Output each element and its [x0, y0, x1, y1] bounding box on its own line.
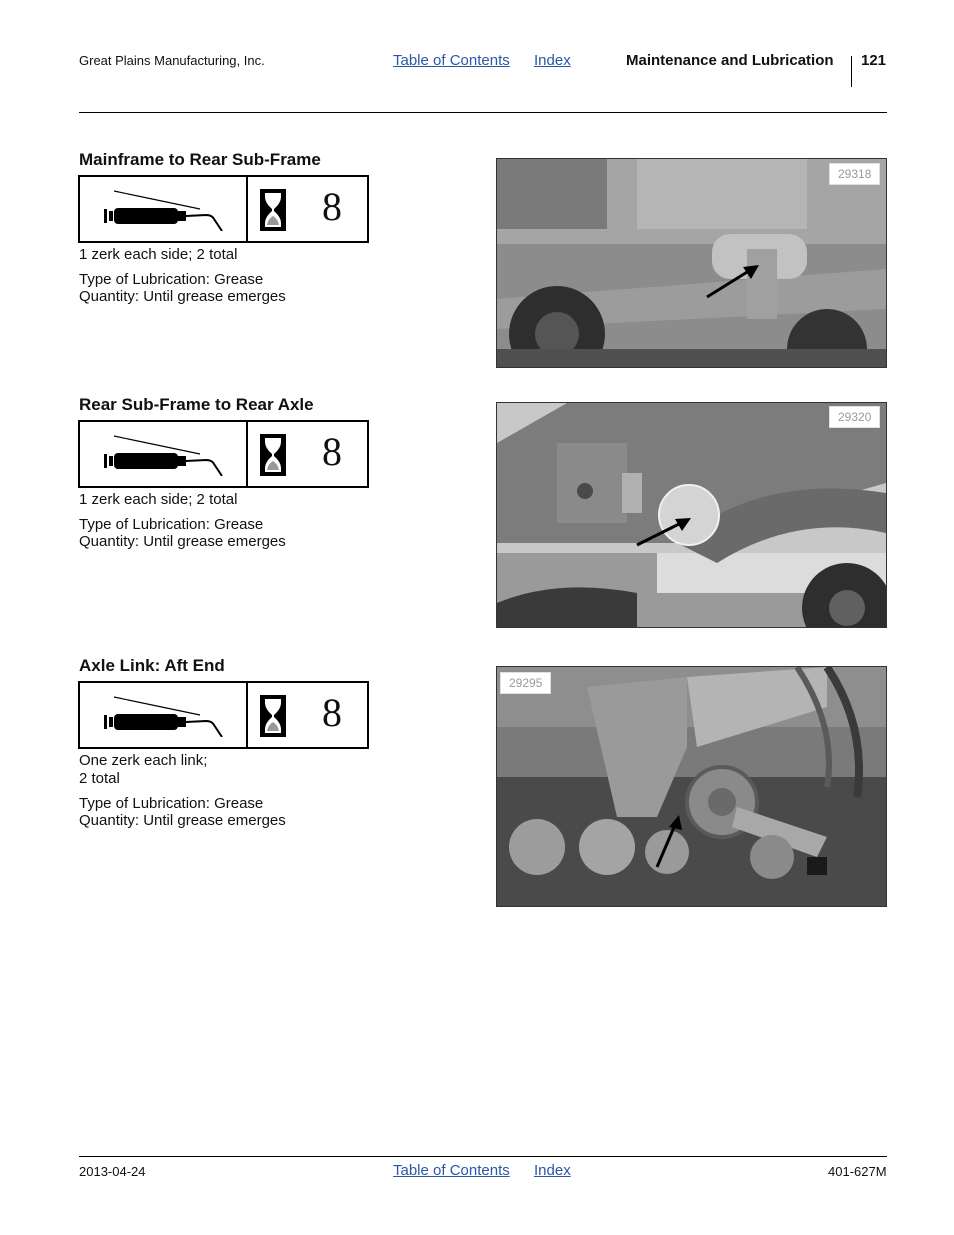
lube-spec-box-3 [78, 681, 369, 749]
lubrication-type: Type of Lubrication: Grease [79, 516, 264, 533]
footer-toc-link[interactable]: Table of Contents [393, 1162, 510, 1179]
hourglass-icon [260, 695, 286, 737]
page-number: 121 [861, 52, 887, 69]
zerk-count: 1 zerk each side; 2 total [79, 246, 238, 263]
grease-gun-icon [100, 432, 230, 476]
lubrication-quantity: Quantity: Until grease emerges [79, 288, 286, 305]
lube-photo-2 [496, 402, 887, 628]
header-divider [851, 56, 852, 87]
grease-gun-icon [100, 187, 230, 231]
lubrication-quantity: Quantity: Until grease emerges [79, 533, 286, 550]
photo-id-label-2: 29320 [829, 406, 880, 428]
grease-gun-icon [100, 693, 230, 737]
footer-index-link[interactable]: Index [534, 1162, 571, 1179]
lube-photo-3 [496, 666, 887, 907]
lube-spec-box-2 [78, 420, 369, 488]
lube-spec-box-1 [78, 175, 369, 243]
hourglass-icon [260, 434, 286, 476]
section-title: Maintenance and Lubrication [626, 52, 834, 69]
lubrication-quantity: Quantity: Until grease emerges [79, 812, 286, 829]
zerk-count: One zerk each link; [79, 752, 208, 769]
lubrication-type: Type of Lubrication: Grease [79, 795, 264, 812]
grease-type-cell [80, 422, 248, 486]
header-rule [79, 112, 887, 113]
interval-hours: 8 [322, 429, 342, 474]
lube-point-title-2: Rear Sub-Frame to Rear Axle [79, 395, 314, 414]
lube-point-title-1: Mainframe to Rear Sub-Frame [79, 150, 321, 169]
photo-id-label-1: 29318 [829, 163, 880, 185]
zerk-count-total: 2 total [79, 770, 120, 787]
footer-rule [79, 1156, 887, 1157]
photo-id-label-3: 29295 [500, 672, 551, 694]
company-name: Great Plains Manufacturing, Inc. [79, 53, 265, 68]
publication-date: 2013-04-24 [79, 1164, 146, 1179]
zerk-count: 1 zerk each side; 2 total [79, 491, 238, 508]
interval-cell [248, 422, 367, 486]
header-toc-link[interactable]: Table of Contents [393, 52, 510, 69]
interval-hours: 8 [322, 690, 342, 735]
interval-hours: 8 [322, 184, 342, 229]
lube-point-title-3: Axle Link: Aft End [79, 656, 225, 675]
grease-type-cell [80, 177, 248, 241]
interval-cell [248, 177, 367, 241]
lubrication-type: Type of Lubrication: Grease [79, 271, 264, 288]
document-number: 401-627M [828, 1164, 887, 1179]
lube-photo-1 [496, 158, 887, 368]
interval-cell [248, 683, 367, 747]
grease-type-cell [80, 683, 248, 747]
hourglass-icon [260, 189, 286, 231]
header-index-link[interactable]: Index [534, 52, 571, 69]
